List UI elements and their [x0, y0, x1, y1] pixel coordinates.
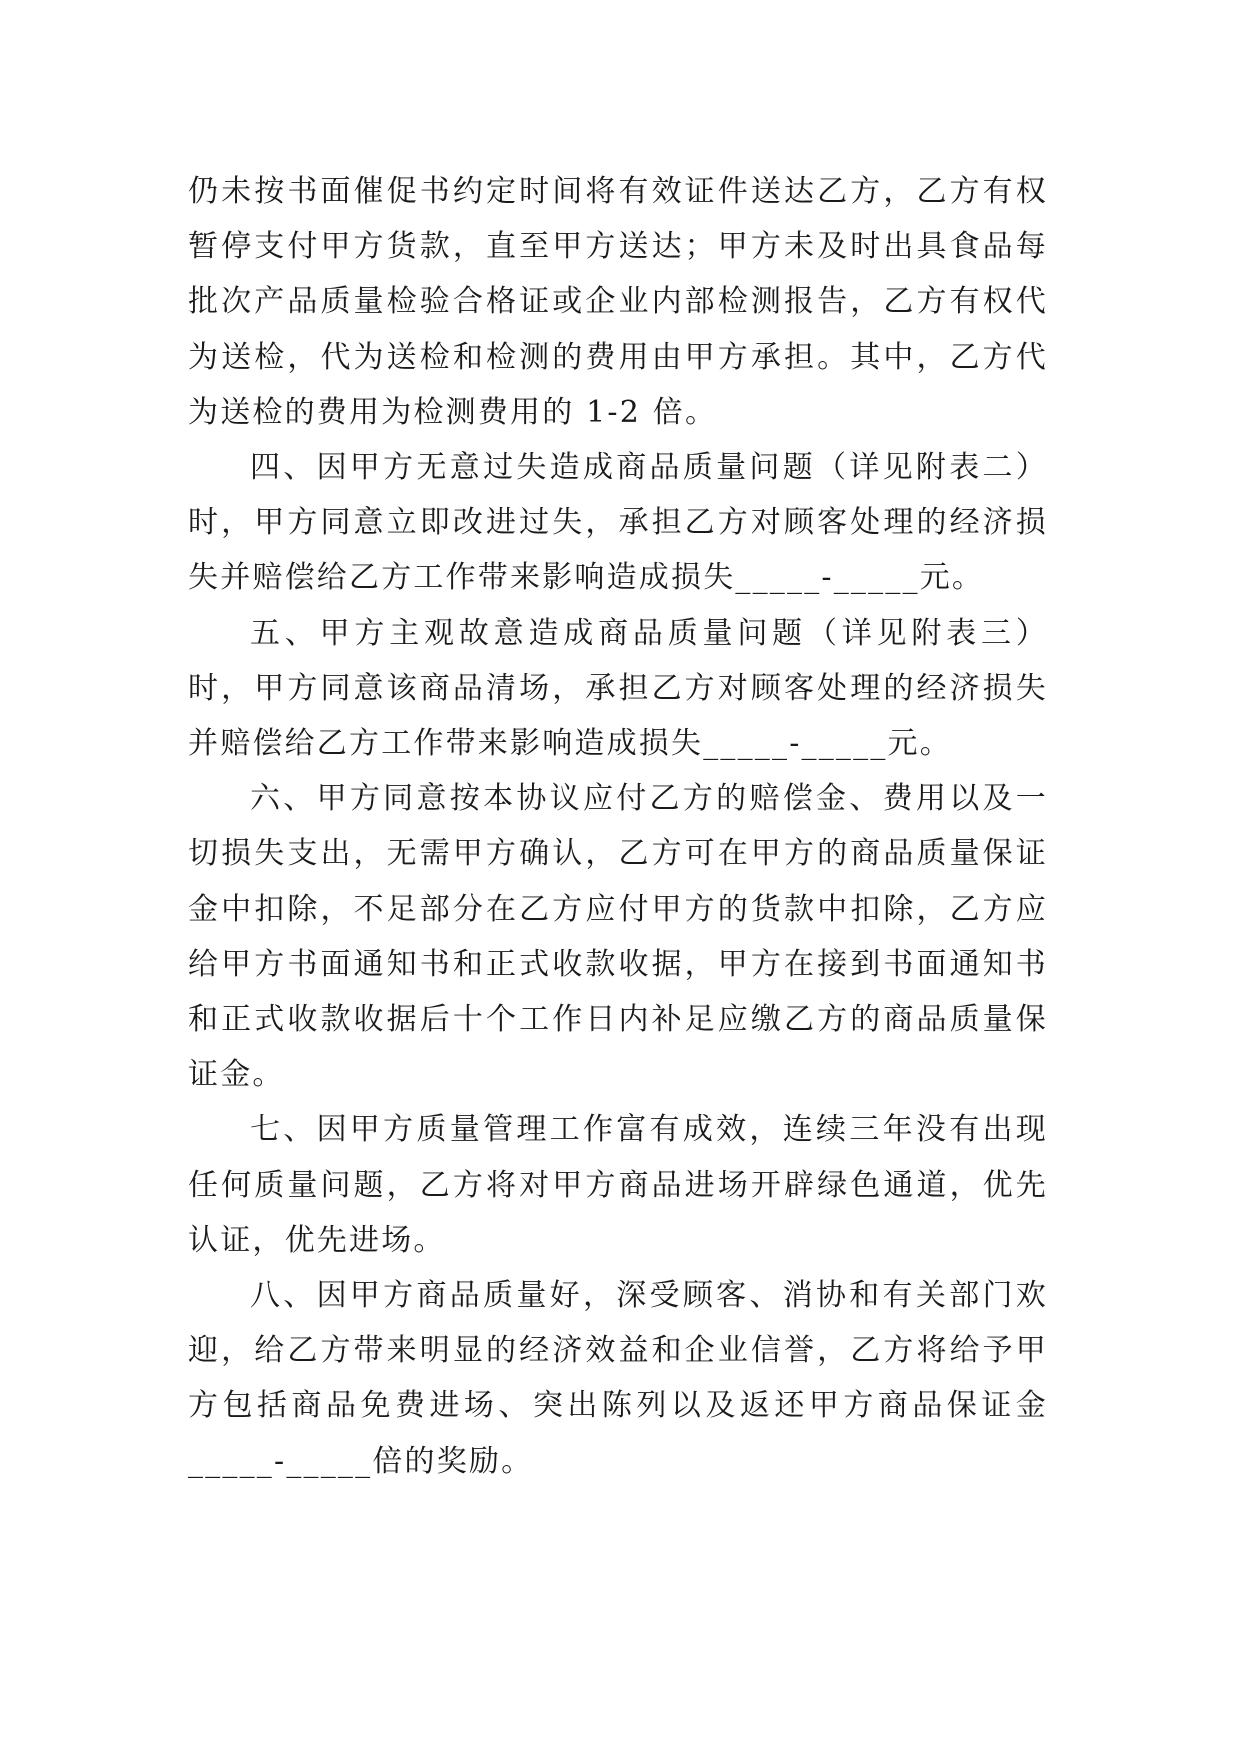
- paragraph-clause-8: 八、因甲方商品质量好，深受顾客、消协和有关部门欢迎，给乙方带来明显的经济效益和企业信誉，乙方将给予甲方包括商品免费进场、突出陈列以及返还甲方商品保证金_____-_____倍的奖励。: [188, 1278, 1048, 1479]
- paragraph-continuation: 仍未按书面催促书约定时间将有效证件送达乙方，乙方有权暂停支付甲方货款，直至甲方送达；甲方未及时出具食品每批次产品质量检验合格证或企业内部检测报告，乙方有权代为送检，代为送检和检测的费用由甲方承担。其中，乙方代为送检的费用为检测费用的 1-2 倍。: [188, 174, 1048, 430]
- document-body: [188, 164, 1048, 1489]
- paragraph-clause-5: 五、甲方主观故意造成商品质量问题（详见附表三）时，甲方同意该商品清场，承担乙方对顾客处理的经济损失并赔偿给乙方工作带来影响造成损失_____-_____元。: [188, 615, 1048, 762]
- paragraph-clause-7: 七、因甲方质量管理工作富有成效，连续三年没有出现任何质量问题，乙方将对甲方商品进场开辟绿色通道，优先认证，优先进场。: [188, 1112, 1048, 1258]
- paragraph-clause-4: 四、因甲方无意过失造成商品质量问题（详见附表二）时，甲方同意立即改进过失，承担乙方对顾客处理的经济损失并赔偿给乙方工作带来影响造成损失_____-_____元。: [188, 450, 1048, 596]
- paragraph-clause-6: 六、甲方同意按本协议应付乙方的赔偿金、费用以及一切损失支出，无需甲方确认，乙方可在甲方的商品质量保证金中扣除，不足部分在乙方应付甲方的货款中扣除，乙方应给甲方书面通知书和正式收款收据，甲方在接到书面通知书和正式收款收据后十个工作日内补足应缴乙方的商品质量保证金。: [188, 781, 1048, 1093]
